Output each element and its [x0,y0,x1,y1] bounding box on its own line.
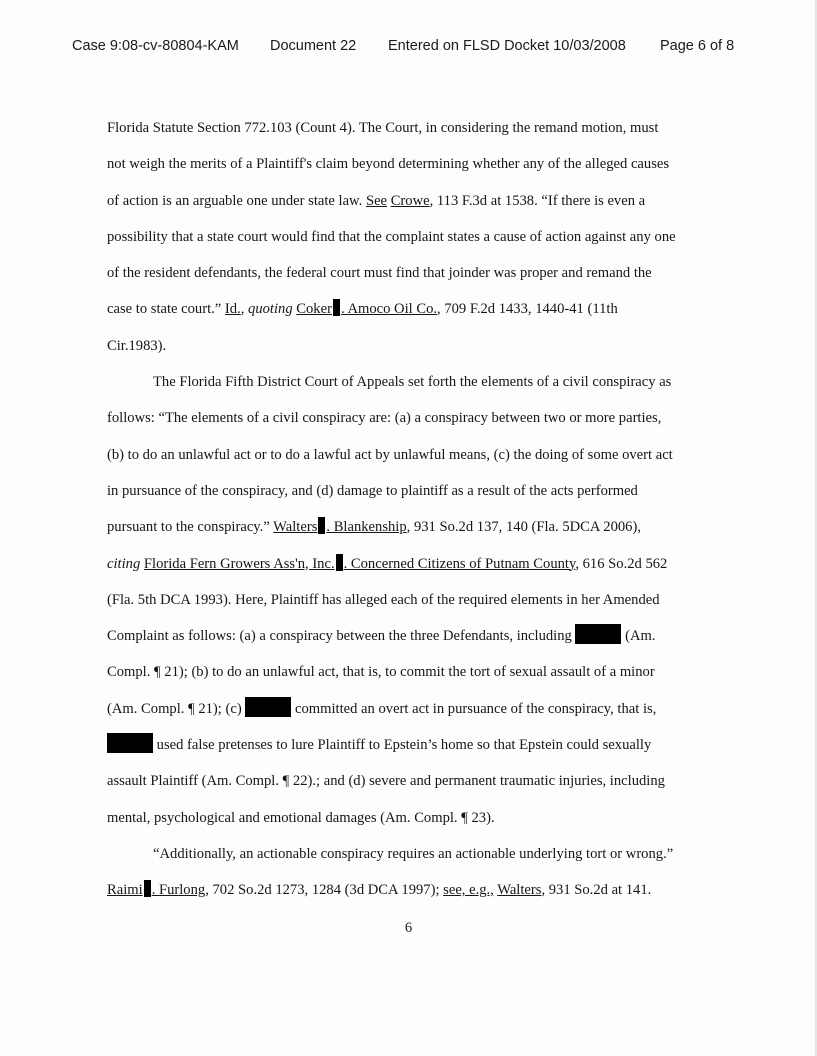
header-page: Page 6 of 8 [660,38,735,54]
case-citation: . Concerned Citizens of Putnam County [343,555,576,572]
case-citation: . Furlong [151,882,206,899]
text-line: (b) to do an unlawful act or to do a lawful act by unlawful means, (c) the doing of some overt act [107,446,673,463]
case-citation: . Amoco Oil Co. [340,301,438,318]
citation-signal: See [365,192,388,209]
text-run: , 113 F.3d at 1538. “If there is even a [429,192,646,209]
text-line: Cir.1983). [107,337,167,354]
text-run: Complaint as follows: (a) a conspiracy between the three Defendants, including [107,628,576,645]
text-line: “Additionally, an actionable conspiracy requires an actionable underlying tort or wrong.” [153,845,674,862]
text-line: Florida Statute Section 772.103 (Count 4). The Court, in considering the remand motion, must [107,120,659,136]
text-line: (Fla. 5th DCA 1993). Here, Plaintiff has alleged each of the required elements in her Amended [107,591,660,608]
page-number: 6 [404,920,413,936]
header-entered: Entered on FLSD Docket 10/03/2008 [388,38,626,54]
case-citation: Walters [497,882,542,899]
text-run: , [240,301,249,318]
text-line: Compl. ¶ 21); (b) to do an unlawful act, that is, to commit the tort of sexual assault of a minor [107,664,655,681]
text-line [107,183,707,219]
text-line: assault Plaintiff (Am. Compl. ¶ 22).; and (d) severe and permanent traumatic injuries, including [107,773,665,790]
text-line [107,727,707,763]
text-line: mental, psychological and emotional damages (Am. Compl. ¶ 23). [107,809,495,826]
case-citation: Walters [273,519,318,536]
text-line: follows: “The elements of a civil conspiracy are: (a) a conspiracy between two or more parties, [107,410,662,427]
case-citation: Crowe [390,192,430,209]
text-line: possibility that a state court would find that the complaint states a cause of action against any one [107,228,676,245]
text-run: case to state court.” [107,301,225,318]
text-run: (Am. [621,628,656,645]
text-run: (Am. Compl. ¶ 21); (c) [107,700,246,717]
text-run: , 931 So.2d 137, 140 (Fla. 5DCA 2006), [406,519,641,536]
text-line: in pursuance of the conspiracy, and (d) damage to plaintiff as a result of the acts performed [107,482,638,499]
document-body [107,110,707,909]
text-run: , 931 So.2d at 141. [541,882,652,899]
redaction-block [575,624,621,644]
case-citation: Coker [296,301,332,318]
text-line [107,546,707,582]
text-line: not weigh the merits of a Plaintiff's claim beyond determining whether any of the alleged causes [107,156,670,173]
case-citation: Florida Fern Growers Ass'n, Inc. [143,555,335,572]
text-run: used false pretenses to lure Plaintiff to Epstein’s home so that Epstein could sexually [153,737,652,754]
text-run: committed an overt act in pursuance of the conspiracy, that is, [291,700,657,717]
redaction-block [107,733,153,753]
text-run: pursuant to the conspiracy.” [107,519,274,536]
text-line [107,291,707,327]
redaction-bar [144,880,151,897]
citation-signal: quoting [248,301,293,318]
header-document: Document 22 [270,38,357,54]
text-run: , 709 F.2d 1433, 1440-41 (11th [437,301,618,318]
case-citation: Id. [224,301,241,318]
case-citation: . Blankenship [326,519,407,536]
redaction-block [245,697,291,717]
citation-signal: citing [107,555,141,572]
text-run: of action is an arguable one under state law. [107,192,366,209]
text-line: of the resident defendants, the federal court must find that joinder was proper and remand the [107,265,652,282]
text-line [107,691,707,727]
text-line [107,509,707,545]
redaction-bar [336,554,343,571]
case-citation: Raimi [107,882,143,899]
text-run: , 616 So.2d 562 [575,555,668,572]
text-line [107,872,707,908]
text-line [107,618,707,654]
redaction-bar [318,517,325,534]
citation-signal: see, e.g., [443,882,494,899]
text-run: , 702 So.2d 1273, 1284 (3d DCA 1997); [205,882,444,899]
header-case-number: Case 9:08-cv-80804-KAM [72,38,239,54]
text-line: The Florida Fifth District Court of Appeals set forth the elements of a civil conspiracy as [153,374,672,391]
redaction-bar [333,299,340,316]
